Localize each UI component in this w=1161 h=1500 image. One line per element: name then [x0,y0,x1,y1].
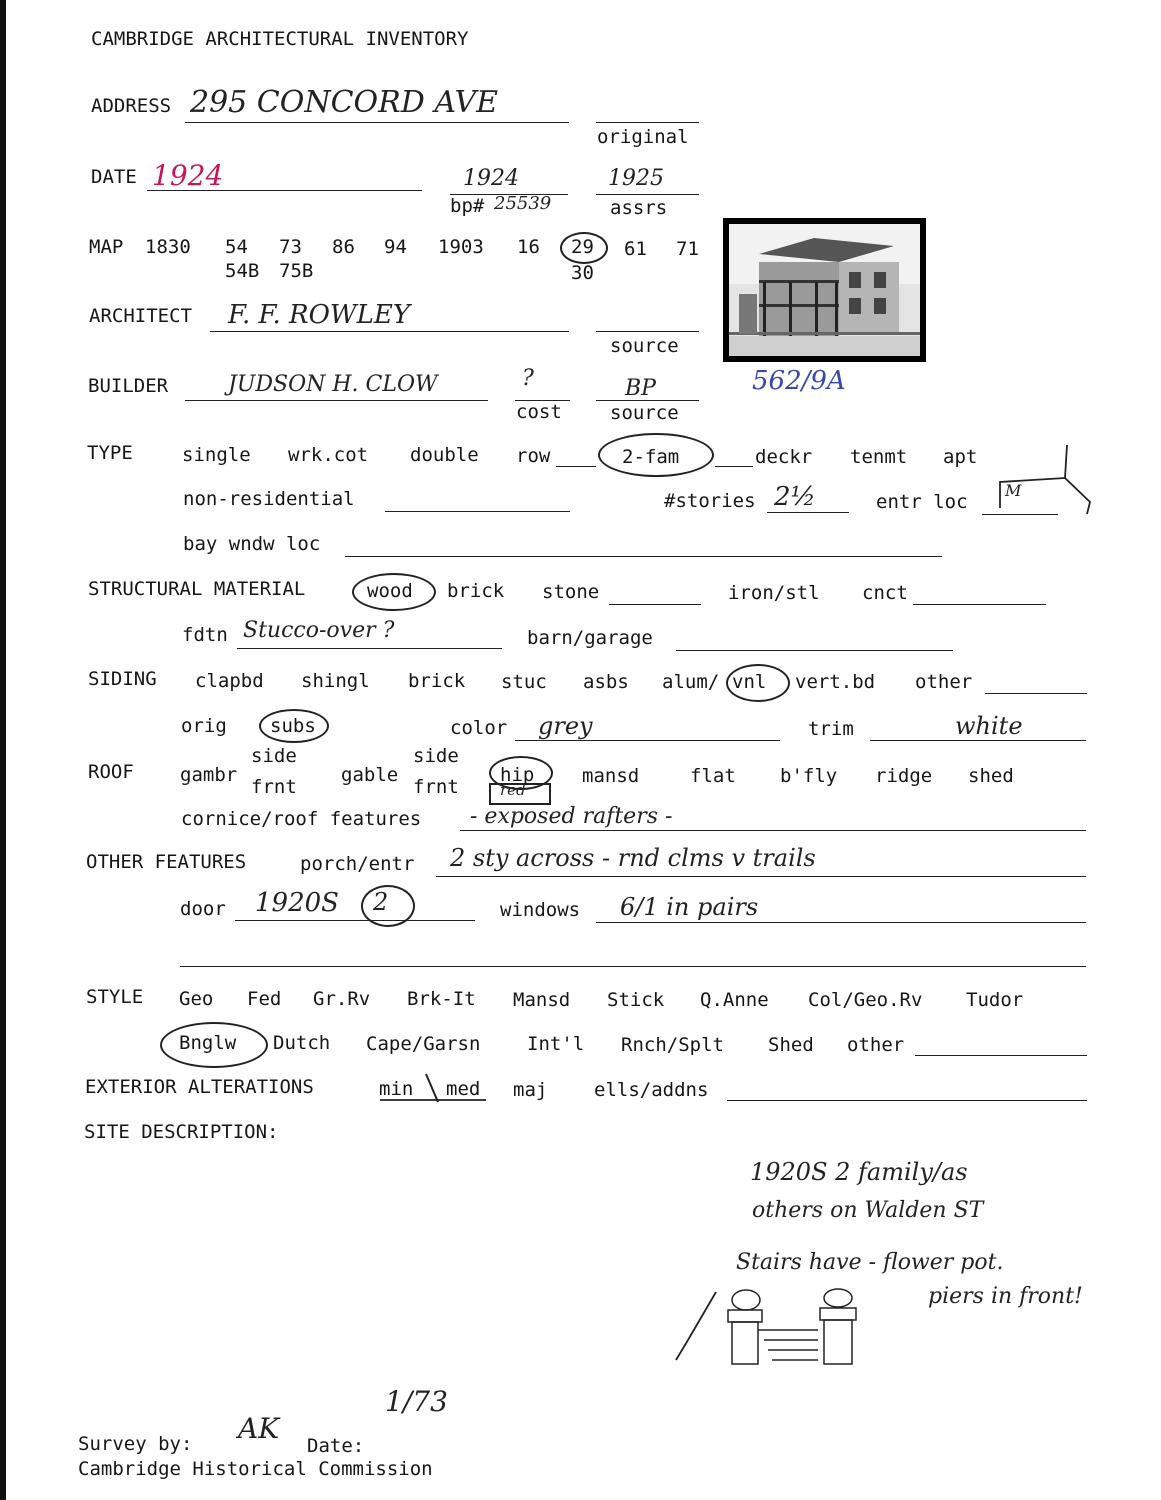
type-double: double [410,444,479,466]
ells-addns-label: ells/addns [594,1079,709,1101]
trim-line [870,740,1086,741]
style-tudor: Tudor [966,989,1024,1011]
style-cape-garsn: Cape/Garsn [366,1033,481,1055]
commission-label: Cambridge Historical Commission [78,1458,433,1480]
non-residential-line [385,511,570,512]
roof-gambr: gambr [180,764,238,786]
windows-line [596,922,1086,923]
style-intl: Int'l [527,1033,585,1055]
door-label: door [180,898,226,920]
style-stick: Stick [607,989,665,1011]
style-shed: Shed [768,1034,814,1056]
structural-material-label: STRUCTURAL MATERIAL [88,578,306,600]
door-count: 2 [373,888,389,916]
stairs-sketch [668,1270,878,1370]
stories-label: #stories [664,490,756,512]
roof-flat: flat [690,765,736,787]
style-other-line [915,1055,1087,1056]
type-single: single [182,444,251,466]
map-year-94: 94 [384,236,407,258]
stories-line [767,512,849,513]
map-year-73: 73 [279,236,302,258]
roof-bfly: b'fly [780,765,838,787]
roof-side-1: side [251,745,297,767]
type-deckr: deckr [755,446,813,468]
siding-clapbd: clapbd [195,670,264,692]
style-label: STYLE [86,986,144,1008]
siding-vert-bd: vert.bd [795,671,876,693]
map-year-16: 16 [517,236,540,258]
color-value: grey [538,712,593,740]
orig-label: orig [181,715,227,737]
architect-value: F. F. ROWLEY [228,300,411,330]
assrs-line [596,194,699,195]
map-sub-75b: 75B [279,260,314,282]
original-line [596,122,699,123]
assrs-label: assrs [610,197,668,219]
cornice-value: - exposed rafters - [470,804,673,829]
date-label: DATE [91,166,137,188]
builder-source-line [596,400,699,401]
style-brk-it: Brk-It [407,988,476,1010]
min-med-mark [376,1072,496,1106]
siding-shingl: shingl [301,670,370,692]
builder-value: JUDSON H. CLOW [228,372,438,397]
material-stone: stone [542,581,600,603]
row-line [556,466,596,467]
builder-source-label: source [610,402,679,424]
color-label: color [450,717,508,739]
cnct-line [913,604,1046,605]
alteration-maj: maj [513,1079,548,1101]
windows-value: 6/1 in pairs [620,893,759,921]
entr-loc-sketch [995,440,1095,520]
style-mansd: Mansd [513,989,571,1011]
map-year-61: 61 [624,238,647,260]
roof-extra-value: red [500,781,526,799]
exterior-alterations-label: EXTERIOR ALTERATIONS [85,1076,314,1098]
architect-source-label: source [610,335,679,357]
map-label: MAP [89,236,124,258]
fdtn-line [237,648,502,649]
map-sub-30: 30 [571,262,594,284]
barn-garage-label: barn/garage [527,627,653,649]
porch-label: porch/entr [300,853,415,875]
bp-label: bp# [450,195,485,217]
survey-date-label: Date: [307,1435,365,1457]
style-other: other [847,1034,905,1056]
type-tenmt: tenmt [850,446,908,468]
siding-brick: brick [408,670,466,692]
scan-edge [0,0,6,1500]
bay-wndw-loc-label: bay wndw loc [183,533,321,555]
map-year-54: 54 [225,236,248,258]
wood-circle [352,573,436,611]
map-year-86: 86 [332,236,355,258]
siding-label: SIDING [88,668,157,690]
color-line [515,740,780,741]
door-line [235,920,475,921]
map-year-1830: 1830 [145,236,191,258]
site-note-1: 1920S 2 family/as [750,1158,968,1186]
siding-stuc: stuc [501,671,547,693]
style-rnch-splt: Rnch/Splt [621,1034,724,1056]
type-wrk-cot: wrk.cot [288,444,369,466]
windows-label: windows [500,899,581,921]
cornice-label: cornice/roof features [181,808,422,830]
builder-label: BUILDER [88,375,169,397]
type-row: row [516,445,551,467]
siding-other-line [985,693,1087,694]
fdtn-value: Stucco-over ? [243,618,395,643]
bay-wndw-line [345,556,942,557]
site-description-label: SITE DESCRIPTION: [84,1121,279,1143]
ells-line [727,1100,1087,1101]
roof-side-2: side [413,745,459,767]
map-29-circle [560,232,608,264]
architect-label: ARCHITECT [89,305,192,327]
roof-frnt-1: frnt [251,776,297,798]
type-label: TYPE [87,442,133,464]
date-value: 1924 [152,159,224,192]
cost-value: ? [522,366,534,391]
cornice-line [460,830,1086,831]
type-apt: apt [943,446,978,468]
alteration-min: min [379,1078,414,1100]
entr-loc-label: entr loc [876,491,968,513]
survey-by-value: AK [238,1412,280,1445]
style-geo: Geo [179,988,214,1010]
photo-id: 562/9A [752,366,846,396]
trim-value: white [955,712,1023,740]
map-sub-54b: 54B [225,260,260,282]
map-year-71: 71 [676,238,699,260]
address-value: 295 CONCORD AVE [190,85,499,120]
map-year-1903: 1903 [438,236,484,258]
date-line [147,190,422,191]
form-title: CAMBRIDGE ARCHITECTURAL INVENTORY [91,28,469,50]
style-col-geo-rv: Col/Geo.Rv [808,989,923,1011]
alteration-med: med [446,1078,481,1100]
siding-vnl: vnl [732,671,767,693]
roof-hip: hip [500,764,535,786]
material-iron-stl: iron/stl [728,582,820,604]
material-cnct: cnct [862,582,908,604]
porch-line [436,876,1086,877]
porch-value: 2 sty across - rnd clms v trails [450,844,816,872]
roof-ridge: ridge [875,765,933,787]
stories-value: 2½ [774,482,816,512]
trim-label: trim [808,718,854,740]
assrs-year: 1925 [608,166,664,191]
two-fam-circle [598,433,714,477]
bnglw-circle [160,1022,268,1068]
style-gr-rv: Gr.Rv [313,988,371,1010]
house-photo-image [729,224,920,356]
orig-subs: subs [270,715,316,737]
roof-gable: gable [341,764,399,786]
roof-shed: shed [968,765,1014,787]
style-fed: Fed [247,988,282,1010]
roof-label: ROOF [88,761,134,783]
date-original: 1924 [463,166,519,191]
cost-label: cost [516,401,562,423]
barn-garage-line [676,650,953,651]
builder-line [185,400,488,401]
siding-other: other [915,671,973,693]
style-q-anne: Q.Anne [700,989,769,1011]
map-year-29: 29 [571,236,594,258]
vnl-circle [726,664,790,702]
builder-source-value: BP [625,376,656,401]
entr-loc-value: M [1005,481,1022,500]
address-label: ADDRESS [91,95,172,117]
site-note-3: Stairs have - flower pot. [736,1250,1004,1275]
stone-line [609,604,701,605]
site-note-4: piers in front! [928,1284,1083,1309]
architect-source-line [596,331,699,332]
roof-mansd: mansd [582,765,640,787]
site-note-2: others on Walden ST [752,1198,984,1223]
non-residential-label: non-residential [183,488,355,510]
material-wood: wood [367,580,413,602]
house-photo [723,218,926,362]
other-features-label: OTHER FEATURES [86,851,247,873]
subs-circle [259,709,329,743]
door-value: 1920S [255,888,339,918]
survey-by-label: Survey by: [78,1433,193,1455]
roof-frnt-2: frnt [413,776,459,798]
siding-alum: alum/ [662,671,720,693]
survey-date-value: 1/73 [385,1385,448,1418]
style-dutch: Dutch [273,1032,331,1054]
architect-line [210,331,569,332]
siding-asbs: asbs [583,671,629,693]
type-2-fam: 2-fam [622,446,680,468]
address-line [185,122,569,123]
original-label: original [597,126,689,148]
material-brick: brick [447,580,505,602]
style-bnglw: Bnglw [179,1032,237,1054]
fdtn-label: fdtn [182,624,228,646]
extra-features-line [180,966,1086,967]
bp-number: 25539 [494,193,552,214]
2fam-line [715,466,753,467]
